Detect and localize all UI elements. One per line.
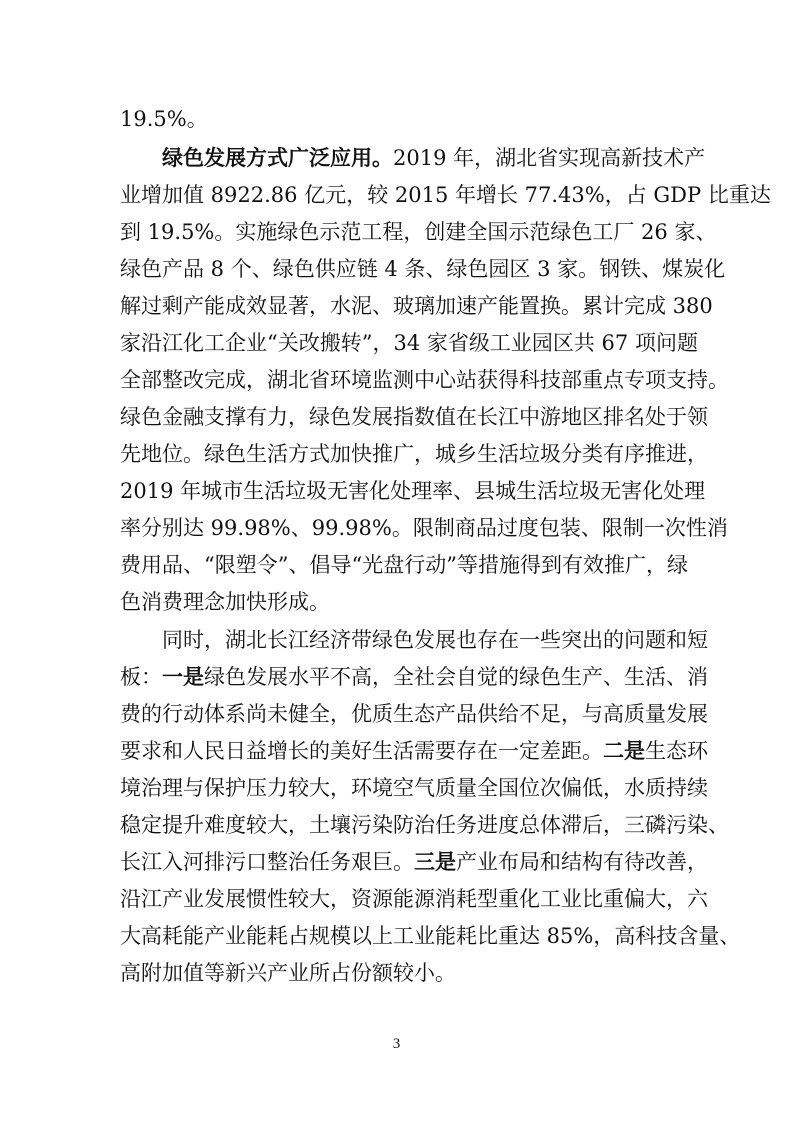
text-run: 要求和人民日益增长的美好生活需要存在一定差距。 (120, 739, 603, 763)
paragraph-heading: 绿色发展方式广泛应用。 (162, 145, 393, 170)
text-run: 板： (120, 665, 162, 689)
text-line: 沿江产业发展惯性较大，资源能源消耗型重化工业比重偏大，六 (120, 887, 708, 911)
text-line (120, 662, 708, 692)
text-run: 长江入河排污口整治任务艰巨。 (120, 850, 414, 874)
text-line: 费的行动体系尚未健全，优质生态产品供给不足，与高质量发展 (120, 702, 708, 726)
text-line (120, 847, 708, 877)
text-line: 境治理与保护压力较大，环境空气质量全国位次偏低，水质持续 (120, 776, 708, 800)
text-line: 大高耗能产业能耗占规模以上工业能耗比重达 85%，高科技含量、 (120, 924, 741, 948)
text-line: 解过剩产能成效显著，水泥、玻璃加速产能置换。累计完成 380 (120, 294, 713, 318)
text-line: 2019 年城市生活垃圾无害化处理率、县城生活垃圾无害化处理 (120, 479, 706, 503)
text-line: 率分别达 99.98%、99.98%。限制商品过度包装、限制一次性消 (120, 516, 728, 540)
text-line: 绿色金融支撑有力，绿色发展指数值在长江中游地区排名处于领 (120, 405, 708, 429)
text-line: 全部整改完成，湖北省环境监测中心站获得科技部重点专项支持。 (120, 368, 729, 392)
text-line: 业增加值 8922.86 亿元，较 2015 年增长 77.43%，占 GDP 比重达 (120, 183, 771, 207)
text-line: 高附加值等新兴产业所占份额较小。 (120, 961, 456, 985)
bold-marker: 一是 (162, 664, 204, 689)
text-line: 绿色产品 8 个、绿色供应链 4 条、绿色园区 3 家。钢铁、煤炭化 (120, 257, 726, 281)
text-run: 产业布局和结构有待改善， (456, 850, 708, 874)
text-run: 绿色发展水平不高，全社会自觉的绿色生产、生活、消 (204, 665, 708, 689)
text-line: 到 19.5%。实施绿色示范工程，创建全国示范绿色工厂 26 家、 (120, 220, 717, 244)
text-line: 家沿江化工企业“关改搬转”，34 家省级工业园区共 67 项问题 (120, 331, 698, 355)
text-run: 生态环 (645, 739, 708, 763)
text-line: 同时，湖北长江经济带绿色发展也存在一些突出的问题和短 (162, 628, 708, 652)
text-line: 19.5%。 (120, 107, 208, 131)
text-line (120, 736, 708, 766)
page-number: 3 (392, 1036, 401, 1052)
text-line: 色消费理念加快形成。 (120, 590, 330, 614)
text-run: 2019 年，湖北省实现高新技术产 (393, 146, 706, 170)
text-line: 费用品、“限塑令”、倡导“光盘行动”等措施得到有效推广，绿 (120, 553, 688, 577)
bold-marker: 三是 (414, 849, 456, 874)
text-line (162, 143, 706, 173)
text-line: 先地位。绿色生活方式加快推广，城乡生活垃圾分类有序推进， (120, 442, 708, 466)
bold-marker: 二是 (603, 738, 645, 763)
text-line: 稳定提升难度较大，土壤污染防治任务进度总体滞后，三磷污染、 (120, 813, 729, 837)
